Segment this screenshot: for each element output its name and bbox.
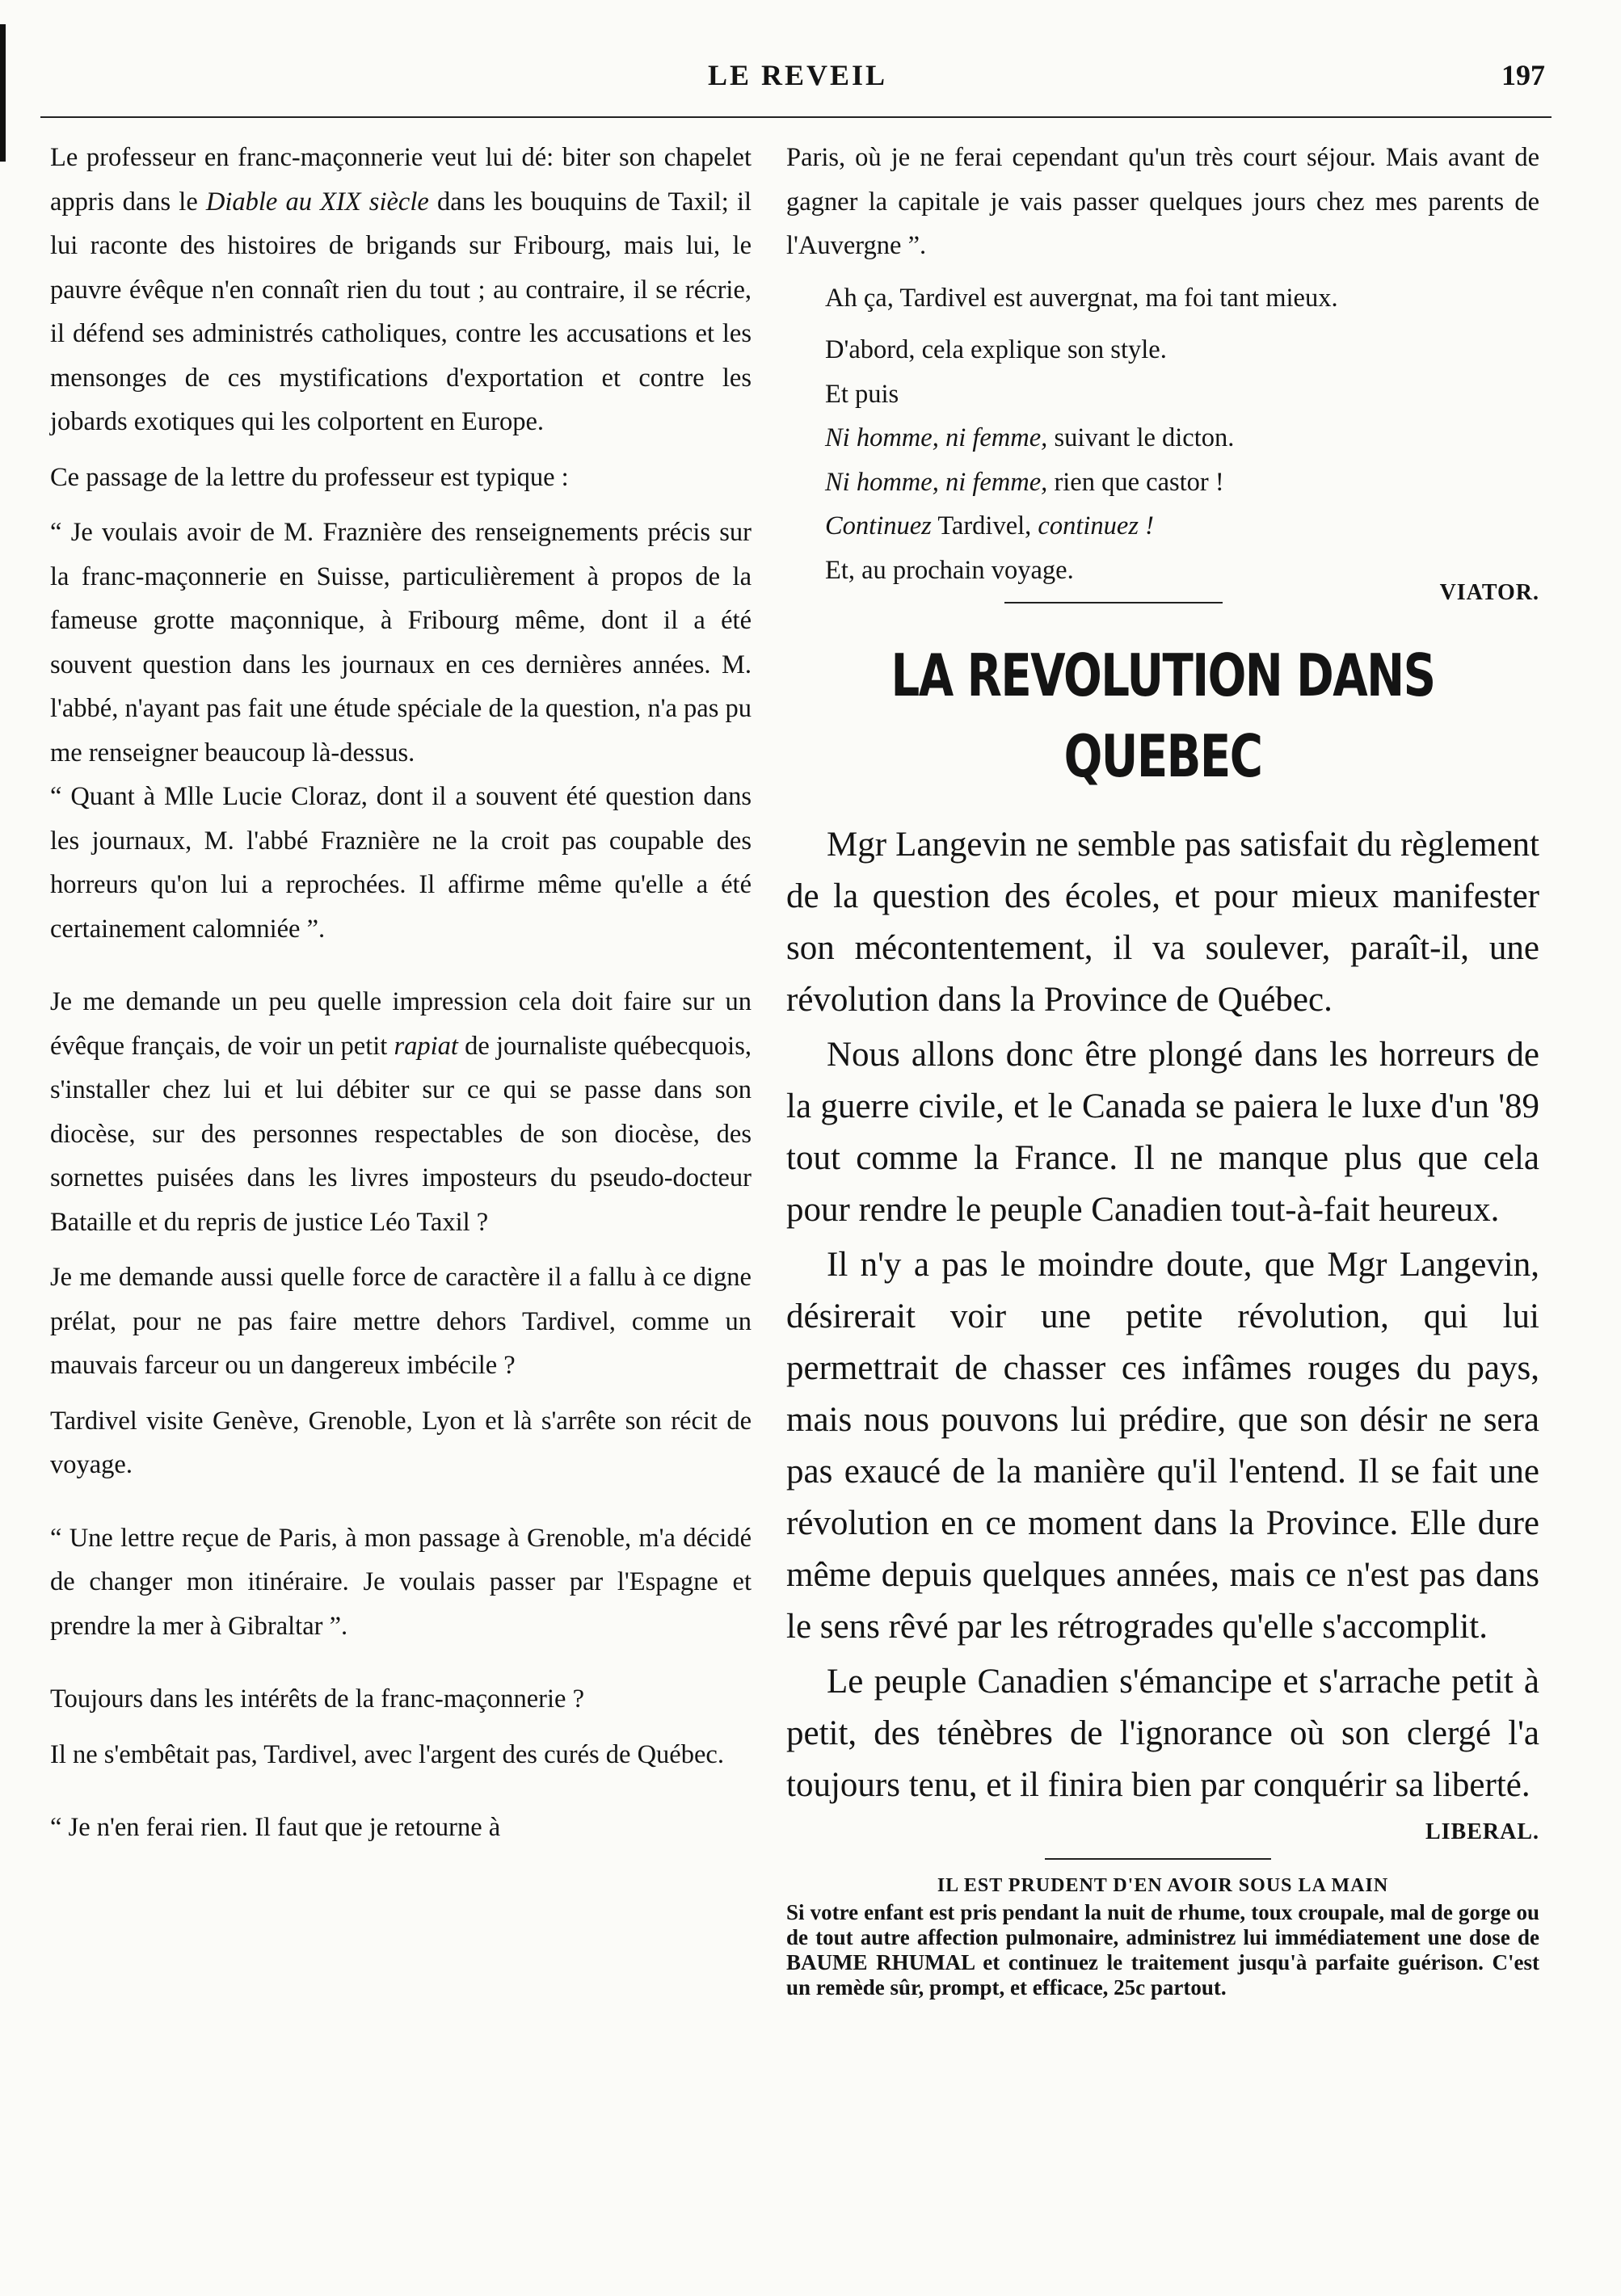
article-paragraph: Nous allons donc être plongé dans les horreurs de la guerre civile, et le Canada se paiera le luxe d'un '89 tout comme la France. Il ne manque plus que cela pour rendre le peuple Canadien tout-à-fait heureux. — [786, 1035, 1539, 1229]
paragraph: Je me demande aussi quelle force de caractère il a fallu à ce digne prélat, pour ne pas faire mettre dehors Tardivel, comme un mauvais farceur ou un dangereux imbécile ? — [50, 1263, 752, 1380]
text-line: D'abord, cela explique son style. — [825, 335, 1167, 364]
paragraph: Tardivel visite Genève, Grenoble, Lyon et là s'arrête son récit de voyage. — [50, 1406, 752, 1479]
signature-viator: VIATOR. — [1439, 580, 1539, 605]
separator-rule — [1045, 1858, 1271, 1860]
text-line: Continuez Tardivel, continuez ! — [825, 511, 1154, 540]
italic-word: rapiat — [394, 1031, 458, 1061]
page-header — [50, 58, 1545, 107]
article-paragraph: Il n'y a pas le moindre doute, que Mgr Langevin, désirerait voir une petite révolution, qui lui permettrait de chasser ces infâmes rouges du pays, mais nous pouvons lui prédire, que son désir ne sera pas exaucé de la manière qu'il l'entend. Il se fait une révolution en ce moment dans la Province. Elle dure même depuis quelques années, mais ce n'est pas dans le sens rêvé par les rétrogrades qu'elle s'accomplit. — [786, 1245, 1539, 1646]
right-column — [786, 136, 1539, 2000]
article-paragraph: Mgr Langevin ne semble pas satisfait du règlement de la question des écoles, et pour mieux manifester son mécontentement, il va soulever, paraît-il, une révolution dans la Province de Québec. — [786, 825, 1539, 1019]
paragraph: Je me demande un peu quelle impression cela doit faire sur un évêque français, de voir un petit rapiat de journaliste québecquois, s'installer chez lui et lui débiter sur ce qui se passe dans son diocèse, sur des personnes respectables de son diocèse, des sornettes puisées dans les livres imposteurs du pseudo-docteur Bataille et du repris de justice Léo Taxil ? — [50, 987, 752, 1237]
paragraph: Toujours dans les intérêts de la franc-maçonnerie ? — [50, 1684, 584, 1714]
newspaper-title: LE REVEIL — [707, 59, 888, 91]
article-headline: LA REVOLUTION DANS QUEBEC — [890, 641, 1435, 790]
paragraph: Ah ça, Tardivel est auvergnat, ma foi tant mieux. — [825, 283, 1338, 313]
text-line: Ni homme, ni femme, rien que castor ! — [825, 467, 1224, 497]
header-rule — [40, 116, 1552, 118]
advertisement-title: IL EST PRUDENT D'EN AVOIR SOUS LA MAIN — [937, 1874, 1389, 1896]
quoted-paragraph: “ Une lettre reçue de Paris, à mon passage à Grenoble, m'a décidé de changer mon itinéraire. Je voulais passer par l'Espagne et prendre la mer à Gibraltar ”. — [50, 1523, 752, 1641]
paragraph: Ce passage de la lettre du professeur est typique : — [50, 462, 569, 492]
advertisement-body: Si votre enfant est pris pendant la nuit de rhume, toux croupale, mal de gorge ou de tout autre affection pulmonaire, administrez lui immédiatement une dose de BAUME RHUMAL et continuez le traitement jusqu'à parfaite guérison. C'est un remède sûr, prompt, et efficace, 25c partout. — [786, 1899, 1539, 2000]
left-column — [50, 136, 752, 1861]
text-line: Ni homme, ni femme, suivant le dicton. — [825, 423, 1235, 452]
quoted-paragraph: “ Je voulais avoir de M. Fraznière des renseignements précis sur la franc-maçonnerie en Suisse, particulièrement à propos de la fameuse grotte maçonnique, à Fribourg même, dont il a été souvent question dans les journaux en ces dernières années. M. l'abbé, n'ayant pas fait une étude spéciale de la question, n'a pas pu me renseigner beaucoup là-dessus. — [50, 518, 752, 767]
page-edge-bar — [0, 24, 6, 162]
paragraph: Le professeur en franc-maçonnerie veut lui dé: biter son chapelet appris dans le Diable au XIX siècle dans les bouquins de Taxil; il lui raconte des histoires de brigands sur Fribourg, mais lui, le pauvre évêque n'en connaît rien du tout ; au contraire, il se récrie, il défend ses administrés catholiques, contre les accusations et les mensonges de ces mystifications d'exportation et contre les jobards exotiques qui les colportent en Europe. — [50, 143, 752, 436]
signature-liberal: LIBERAL. — [1425, 1819, 1539, 1844]
quoted-paragraph: “ Je n'en ferai rien. Il faut que je retourne à — [50, 1813, 501, 1842]
article-body — [786, 819, 1539, 1850]
paragraph: Paris, où je ne ferai cependant qu'un très court séjour. Mais avant de gagner la capitale je vais passer quelques jours chez mes parents de l'Auvergne ”. — [786, 143, 1539, 260]
text-line: Et, au prochain voyage. — [825, 555, 1074, 585]
italic-book-title: Diable au XIX siècle — [205, 187, 429, 217]
paragraph: Il ne s'embêtait pas, Tardivel, avec l'argent des curés de Québec. — [50, 1739, 724, 1769]
text-line: Et puis — [825, 379, 899, 409]
article-paragraph: Le peuple Canadien s'émancipe et s'arrache petit à petit, des ténèbres de l'ignorance où son clergé l'a toujours tenu, et il finira bien par conquérir sa liberté. — [786, 1662, 1539, 1804]
page-number: 197 — [1501, 59, 1545, 91]
quoted-paragraph: “ Quant à Mlle Lucie Cloraz, dont il a souvent été question dans les journaux, M. l'abbé Fraznière ne la croit pas coupable des horreurs qu'on lui a reprochées. Il affirme même qu'elle a été certainement calomniée ”. — [50, 782, 752, 944]
